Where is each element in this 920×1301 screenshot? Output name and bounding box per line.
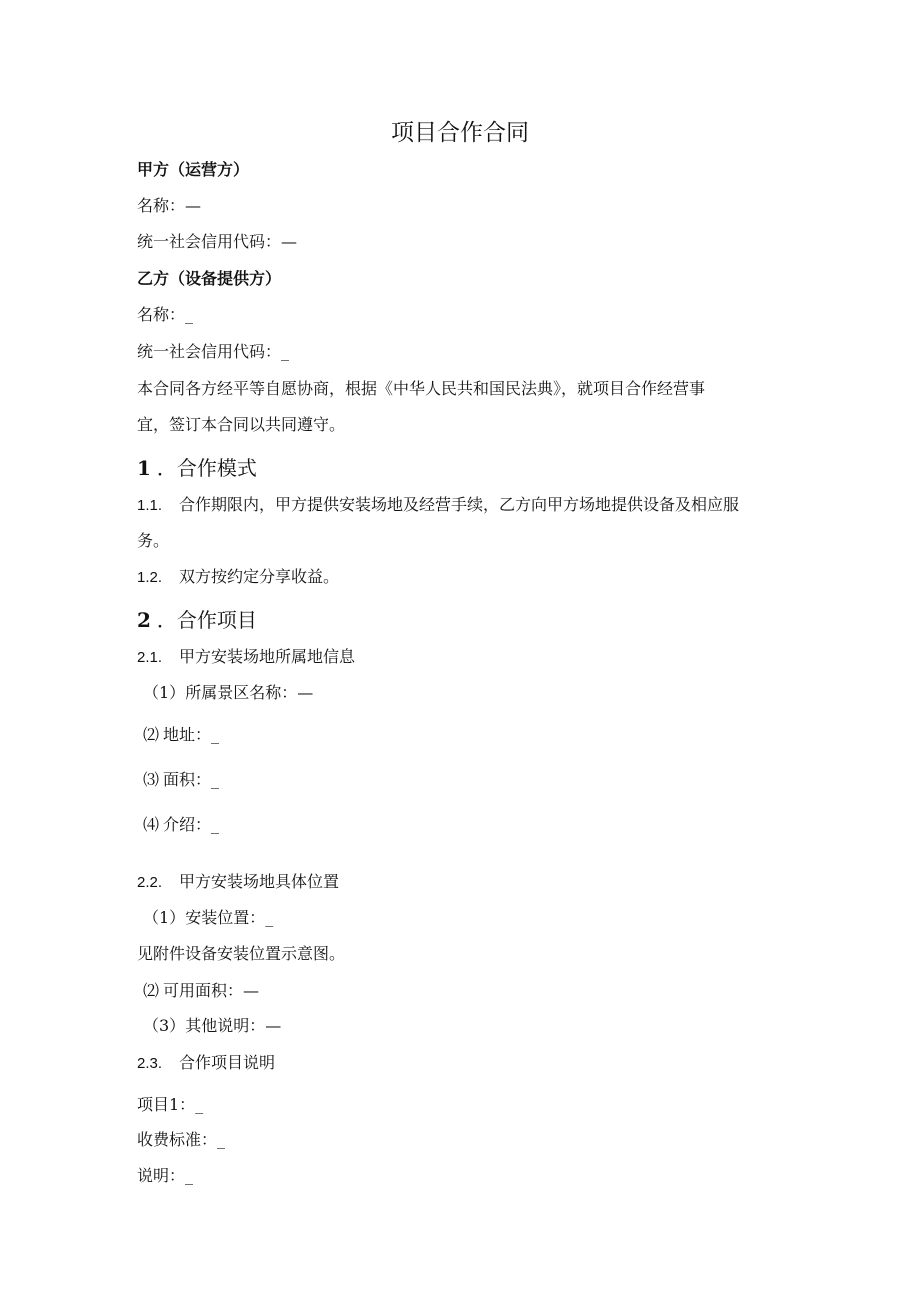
list-item-area [143, 770, 219, 790]
section-1-number: 1 [137, 456, 151, 480]
attachment-note: 见附件设备安装位置示意图。 [137, 944, 346, 963]
list-item-install-location [143, 908, 273, 928]
list-number: （1） [143, 683, 186, 702]
clause-2-1 [137, 647, 355, 668]
preamble-line-2: 宜，签订本合同以共同遵守。 [137, 415, 346, 434]
clause-number: 1.1. [137, 497, 163, 514]
clause-text: 合作期限内，甲方提供安装场地及经营手续，乙方向甲方场地提供设备及相应服 [179, 495, 740, 514]
list-text: 地址：_ [163, 725, 220, 744]
clause-text: 甲方安装场地所属地信息 [179, 647, 356, 666]
list-number: ⑵ [143, 725, 160, 744]
party-a-credit-code: 统一社会信用代码：— [137, 232, 298, 251]
section-2-title: ．合作项目 [156, 608, 257, 632]
list-text: 面积：_ [163, 770, 220, 789]
section-1-title: ．合作模式 [156, 456, 257, 480]
list-item-address [143, 725, 219, 745]
list-number: ⑶ [143, 770, 160, 789]
list-number: （1） [143, 908, 186, 927]
list-text: 所属景区名称：— [185, 683, 314, 702]
list-number: ⑷ [143, 815, 160, 834]
section-2-heading [137, 607, 257, 633]
party-b-name: 名称：_ [137, 305, 194, 324]
section-1-heading [137, 455, 257, 481]
fee-standard-field: 收费标准：_ [137, 1130, 226, 1149]
preamble-line-1: 本合同各方经平等自愿协商，根据《中华人民共和国民法典》，就项目合作经营事 [137, 379, 706, 398]
list-item-scenic-name [143, 683, 313, 703]
party-b-heading: 乙方（设备提供方） [137, 269, 282, 288]
clause-text: 合作项目说明 [179, 1053, 276, 1072]
clause-1-1-continuation: 务。 [137, 531, 170, 550]
list-item-intro [143, 815, 219, 835]
list-number: （3） [143, 1016, 186, 1035]
description-field: 说明：_ [137, 1166, 194, 1185]
clause-2-2 [137, 872, 339, 893]
section-2-number: 2 [137, 608, 151, 632]
party-b-credit-code: 统一社会信用代码：_ [137, 342, 290, 361]
clause-number: 1.2. [137, 569, 163, 586]
clause-1-1 [137, 495, 739, 516]
list-text: 安装位置：_ [185, 908, 274, 927]
clause-text: 甲方安装场地具体位置 [179, 872, 340, 891]
party-a-name: 名称：— [137, 196, 202, 215]
list-text: 其他说明：— [185, 1016, 282, 1035]
party-a-heading: 甲方（运营方） [137, 160, 250, 179]
list-text: 介绍：_ [163, 815, 220, 834]
clause-2-3 [137, 1053, 275, 1074]
list-item-usable-area [143, 981, 259, 1001]
clause-text: 双方按约定分享收益。 [179, 567, 340, 586]
clause-number: 2.2. [137, 874, 163, 891]
list-text: 可用面积：— [163, 981, 260, 1000]
project-1-field: 项目1：_ [137, 1095, 204, 1114]
list-item-other-notes [143, 1016, 281, 1036]
clause-number: 2.1. [137, 649, 163, 666]
list-number: ⑵ [143, 981, 160, 1000]
clause-number: 2.3. [137, 1055, 163, 1072]
document-title: 项目合作合同 [391, 120, 529, 146]
clause-1-2 [137, 567, 339, 588]
